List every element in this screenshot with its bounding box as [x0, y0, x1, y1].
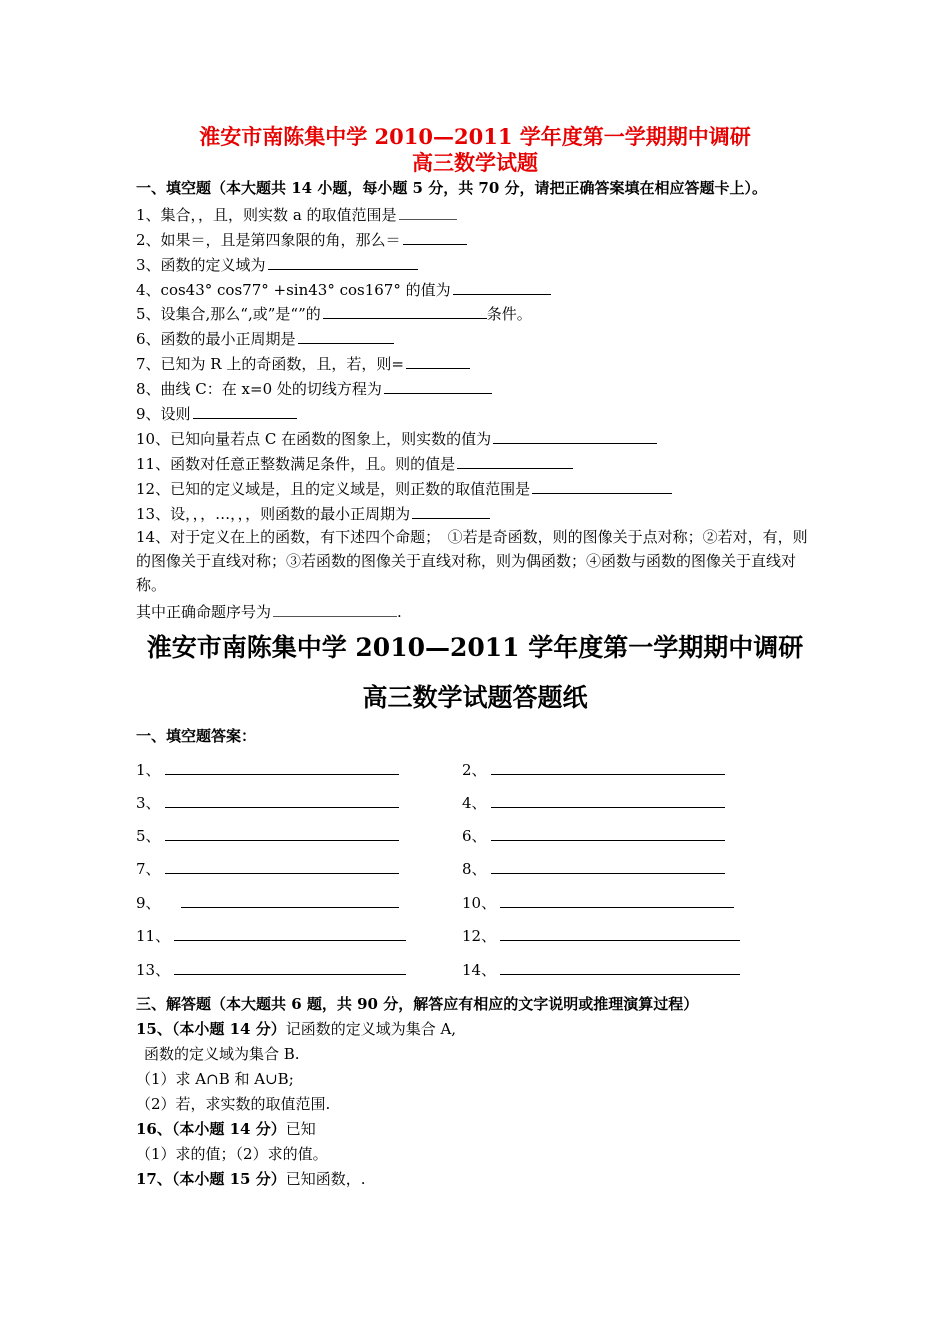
answer-line[interactable] [491, 760, 725, 775]
answer-blank [399, 203, 457, 220]
answer-label: 6、 [462, 827, 487, 845]
question-2 [136, 228, 467, 250]
answer-slot-14[interactable] [462, 960, 740, 980]
answer-line[interactable] [174, 960, 406, 975]
answer-slot-7[interactable] [136, 859, 399, 879]
answer-blank [193, 402, 297, 419]
question-text: 6、函数的最小正周期是 [136, 330, 296, 348]
question-3 [136, 253, 418, 275]
answer-slot-1[interactable] [136, 760, 399, 780]
answer-line[interactable] [491, 793, 725, 808]
exam-title: 淮安市南陈集中学 2010—2011 学年度第一学期期中调研 [199, 124, 751, 149]
answer-slot-5[interactable] [136, 826, 399, 846]
question-15-line2: 函数的定义域为集合 B. [144, 1045, 300, 1063]
answer-line[interactable] [174, 926, 406, 941]
answer-sheet-title: 淮安市南陈集中学 2010—2011 学年度第一学期期中调研 [146, 633, 804, 662]
answer-line[interactable] [500, 926, 740, 941]
question-text: 10、已知向量若点 C 在函数的图象上，则实数的值为 [136, 430, 492, 448]
question-text: 其中正确命题序号为 [136, 603, 272, 621]
answer-label: 11、 [136, 927, 171, 945]
question-text: 7、已知为 R 上的奇函数，且，若，则= [136, 355, 404, 373]
question-label: 16、（本小题 14 分） [136, 1120, 286, 1138]
section1-heading: 一、填空题（本大题共 14 小题，每小题 5 分，共 70 分，请把正确答案填在相应答题卡上）。 [136, 179, 768, 197]
question-4 [136, 278, 551, 300]
answer-line[interactable] [165, 760, 399, 775]
answer-blank [453, 278, 551, 295]
answer-line[interactable] [165, 793, 399, 808]
question-9 [136, 402, 297, 424]
answer-line[interactable] [500, 960, 740, 975]
question-5 [136, 302, 532, 324]
answer-line[interactable] [165, 859, 399, 874]
answer-label: 9、 [136, 894, 161, 912]
question-8 [136, 377, 492, 399]
question-text: 8、曲线 C：在 x=0 处的切线方程为 [136, 380, 382, 398]
question-text: 5、设集合,那么“,或”是“”的 [136, 305, 321, 323]
question-12 [136, 477, 672, 499]
answer-line[interactable] [500, 893, 734, 908]
answer-label: 3、 [136, 794, 161, 812]
question-text: 13、设，，，…，，，则函数的最小正周期为 [136, 505, 411, 523]
question-15 [136, 1019, 456, 1039]
question-16 [136, 1119, 316, 1139]
answer-label: 2、 [462, 761, 487, 779]
answer-blank [532, 477, 672, 494]
answer-blank [323, 302, 487, 319]
question-text: 1、集合，，且，则实数 a 的取值范围是 [136, 206, 397, 224]
question-text: 12、已知的定义域是，且的定义域是，则正数的取值范围是 [136, 480, 531, 498]
question-text: 已知函数，. [285, 1170, 366, 1188]
question-text: 2、如果＝，且是第四象限的角，那么＝ [136, 231, 401, 249]
question-label: 15、（本小题 14 分） [136, 1020, 286, 1038]
question-text: 已知 [285, 1120, 316, 1138]
question-17 [136, 1169, 365, 1189]
question-text: 4、cos43° cos77° +sin43° cos167° 的值为 [136, 281, 451, 299]
answer-sheet-heading: 一、填空题答案： [136, 727, 257, 745]
answer-slot-8[interactable] [462, 859, 725, 879]
answer-blank [384, 377, 492, 394]
answer-blank [493, 427, 657, 444]
answer-slot-11[interactable] [136, 926, 406, 946]
answer-blank [412, 502, 490, 519]
question-14-answer [136, 600, 402, 622]
answer-slot-12[interactable] [462, 926, 740, 946]
answer-slot-4[interactable] [462, 793, 725, 813]
answer-slot-3[interactable] [136, 793, 399, 813]
question-text: 3、函数的定义域为 [136, 256, 266, 274]
question-label: 17、（本小题 15 分） [136, 1170, 286, 1188]
section3-heading: 三、解答题（本大题共 6 题，共 90 分，解答应有相应的文字说明或推理演算过程） [136, 995, 699, 1013]
question-16-parts: （1）求的值；（2）求的值。 [136, 1145, 328, 1163]
question-suffix: . [397, 603, 402, 621]
question-15-part1: （1）求 A∩B 和 A∪B; [136, 1070, 294, 1088]
question-7 [136, 352, 470, 374]
answer-blank [268, 253, 418, 270]
answer-blank [273, 600, 397, 617]
answer-label: 10、 [462, 894, 497, 912]
question-text: 9、设则 [136, 405, 191, 423]
answer-label: 12、 [462, 927, 497, 945]
question-15-part2: （2）若，求实数的取值范围. [136, 1095, 331, 1113]
answer-label: 1、 [136, 761, 161, 779]
answer-line[interactable] [491, 826, 725, 841]
answer-sheet-subtitle: 高三数学试题答题纸 [362, 683, 588, 712]
answer-blank [457, 452, 573, 469]
answer-blank [403, 228, 467, 245]
question-text: 11、函数对任意正整数满足条件，且。则的值是 [136, 455, 456, 473]
answer-label: 5、 [136, 827, 161, 845]
question-text: 记函数的定义域为集合 A, [285, 1020, 457, 1038]
question-6 [136, 327, 394, 349]
answer-slot-6[interactable] [462, 826, 725, 846]
question-suffix: 条件。 [486, 305, 532, 323]
answer-slot-13[interactable] [136, 960, 406, 980]
question-10 [136, 427, 657, 449]
answer-label: 7、 [136, 860, 161, 878]
answer-line[interactable] [165, 826, 399, 841]
answer-line[interactable] [181, 893, 399, 908]
answer-label: 4、 [462, 794, 487, 812]
answer-line[interactable] [491, 859, 725, 874]
answer-label: 14、 [462, 961, 497, 979]
answer-slot-2[interactable] [462, 760, 725, 780]
answer-label: 8、 [462, 860, 487, 878]
question-14: 14、对于定义在上的函数，有下述四个命题； ①若是奇函数，则的图像关于点对称；②若对，有，则的图像关于直线对称；③若函数的图像关于直线对称，则为偶函数；④函数与函数的图像关于直线对称。 [136, 528, 808, 594]
answer-blank [406, 352, 470, 369]
question-1 [136, 203, 457, 225]
exam-subtitle: 高三数学试题 [412, 150, 538, 175]
question-13 [136, 502, 490, 524]
answer-slot-10[interactable] [462, 893, 734, 913]
answer-slot-9[interactable] [136, 893, 399, 913]
answer-blank [298, 327, 394, 344]
question-11 [136, 452, 573, 474]
answer-label: 13、 [136, 961, 171, 979]
